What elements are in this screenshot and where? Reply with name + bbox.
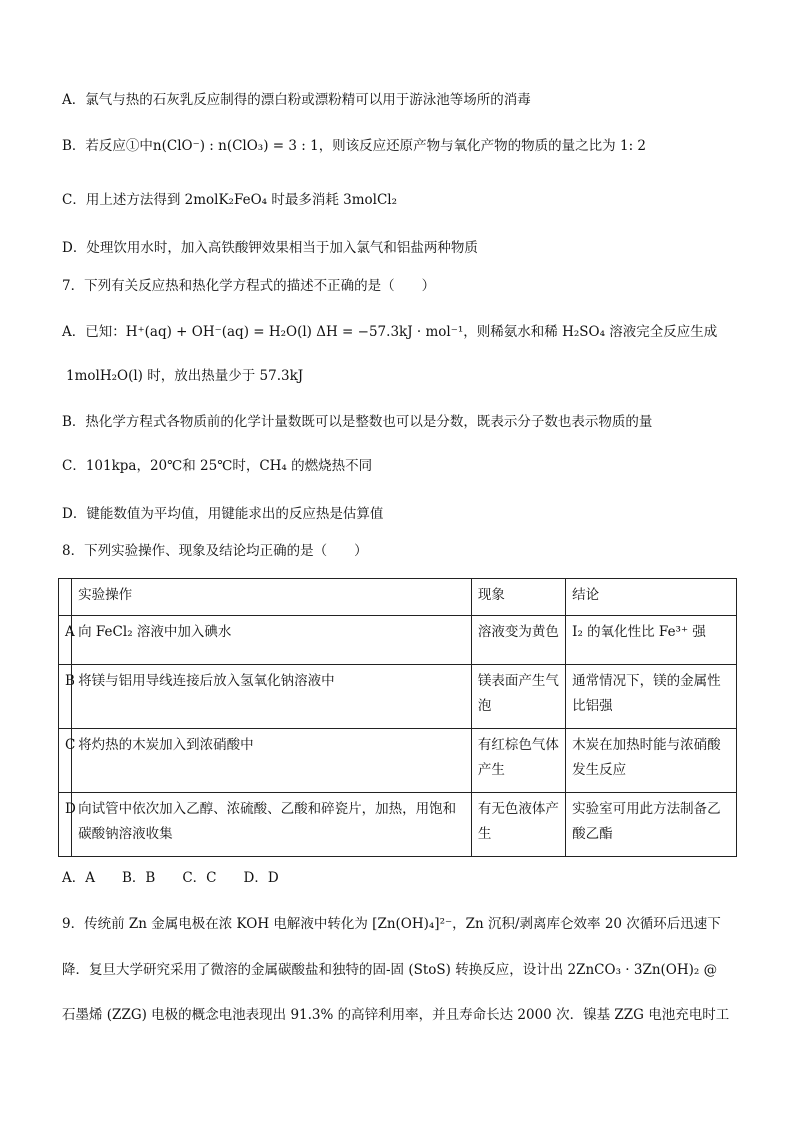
conclusion-cell: I₂ 的氧化性比 Fe³⁺ 强	[566, 616, 737, 665]
q6-option-b-suffix: ，则该反应还原产物与氧化产物的物质的量之比为 1: 2	[318, 138, 646, 154]
phenomenon-cell: 有红棕色气体产生	[471, 729, 565, 793]
phenomenon-cell: 有无色液体产生	[471, 793, 565, 857]
table-row	[59, 665, 737, 729]
operation-cell: 将灼热的木炭加入到浓硝酸中	[72, 729, 472, 793]
operation-cell: 将镁与铝用导线连接后放入氢氧化钠溶液中	[72, 665, 472, 729]
table-row	[59, 793, 737, 857]
q6-option-a: A．氯气与热的石灰乳反应制得的漂白粉或漂粉精可以用于游泳池等场所的消毒	[62, 92, 531, 108]
conclusion-cell: 实验室可用此方法制备乙酸乙酯	[566, 793, 737, 857]
conclusion-cell: 木炭在加热时能与浓硝酸发生反应	[566, 729, 737, 793]
table-header-cell: 现象	[471, 579, 565, 616]
q7-option-b: B．热化学方程式各物质前的化学计量数既可以是整数也可以是分数，既表示分子数也表示物质的量	[62, 414, 653, 430]
q6-option-c: C．用上述方法得到 2molK₂FeO₄ 时最多消耗 3molCl₂	[62, 192, 398, 208]
table-header-cell: 实验操作	[72, 579, 472, 616]
operation-cell: 向 FeCl₂ 溶液中加入碘水	[72, 616, 472, 665]
q9-line1: 9．传统前 Zn 金属电极在浓 KOH 电解液中转化为 [Zn(OH)₄]²⁻，Zn 沉积/剥离库仑效率 20 次循环后迅速下	[62, 916, 721, 932]
table-row	[59, 616, 737, 665]
q7-option-d: D．键能数值为平均值，用键能求出的反应热是估算值	[62, 506, 384, 522]
q8-choices: A．A B．B C．C D．D	[62, 870, 279, 886]
q7-option-c: C．101kpa，20℃和 25℃时，CH₄ 的燃烧热不同	[62, 458, 373, 474]
table-header-cell	[59, 579, 72, 616]
q6-option-b	[62, 136, 646, 156]
row-label: C	[59, 729, 72, 793]
q7-option-a-line2: 1molH₂O(l) 时，放出热量少于 57.3kJ	[66, 368, 304, 384]
table-header-row	[59, 579, 737, 616]
q7-stem: 7．下列有关反应热和热化学方程式的描述不正确的是（ ）	[62, 278, 436, 294]
row-label: B	[59, 665, 72, 729]
table-header-cell: 结论	[566, 579, 737, 616]
q6-option-b-formula: n(ClO⁻) : n(ClO₃) = 3 : 1	[152, 138, 319, 154]
q7-option-a-line1: A．已知：H⁺(aq) + OH⁻(aq) = H₂O(l) ΔH = −57.3kJ · mol⁻¹，则稀氨水和稀 H₂SO₄ 溶液完全反应生成	[62, 324, 718, 340]
table-row	[59, 729, 737, 793]
phenomenon-cell: 溶液变为黄色	[471, 616, 565, 665]
q6-option-b-prefix: B．若反应①中	[62, 138, 153, 154]
q8-stem: 8．下列实验操作、现象及结论均正确的是（ ）	[62, 543, 368, 559]
row-label: D	[59, 793, 72, 857]
q6-option-d: D．处理饮用水时，加入高铁酸钾效果相当于加入氯气和铝盐两种物质	[62, 240, 478, 256]
phenomenon-cell: 镁表面产生气泡	[471, 665, 565, 729]
conclusion-cell: 通常情况下，镁的金属性比铝强	[566, 665, 737, 729]
row-label: A	[59, 616, 72, 665]
q9-line2: 降．复旦大学研究采用了微溶的金属碳酸盐和独特的固-固 (StoS) 转换反应，设计出 2ZnCO₃ · 3Zn(OH)₂ @	[62, 962, 718, 978]
operation-cell: 向试管中依次加入乙醇、浓硫酸、乙酸和碎瓷片，加热，用饱和碳酸钠溶液收集	[72, 793, 472, 857]
q8-table	[58, 578, 737, 857]
q9-line3: 石墨烯 (ZZG) 电极的概念电池表现出 91.3% 的高锌利用率，并且寿命长达 2000 次．镍基 ZZG 电池充电时工	[62, 1007, 730, 1023]
